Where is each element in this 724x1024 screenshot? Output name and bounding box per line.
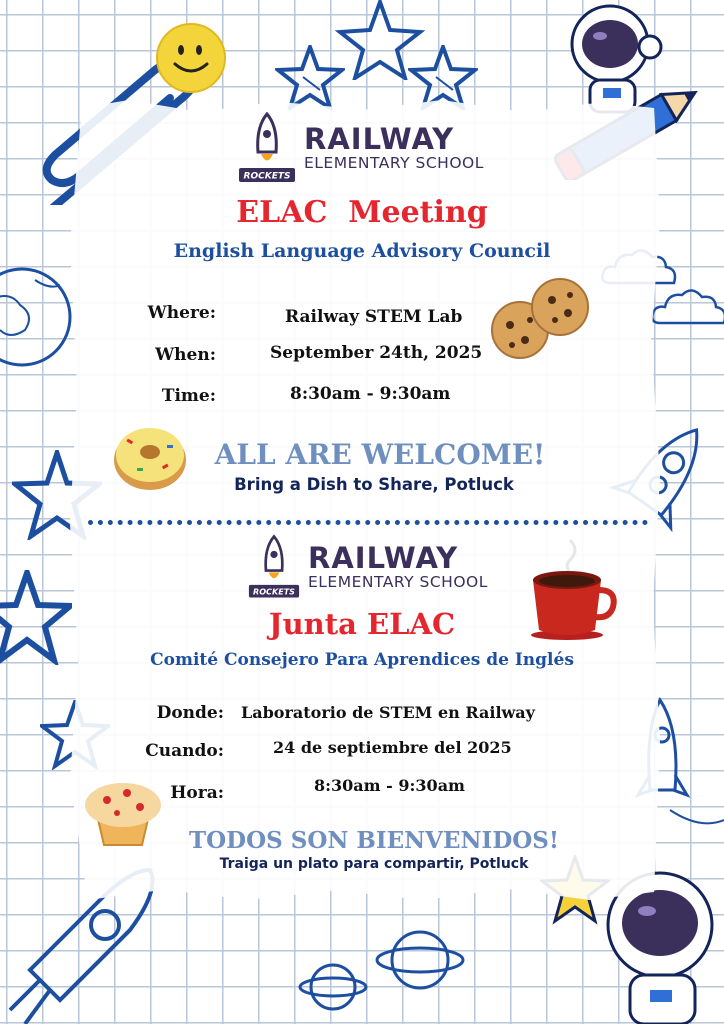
section-divider: [88, 520, 648, 525]
spanish-subtitle: Comité Consejero Para Aprendices de Inglés: [150, 650, 574, 670]
spanish-welcome: TODOS SON BIENVENIDOS!: [188, 827, 560, 854]
cookies-icon: [490, 275, 592, 365]
when-label: When:: [155, 345, 216, 365]
spanish-title: Junta ELAC: [268, 607, 456, 641]
school-subtitle: ELEMENTARY SCHOOL: [308, 573, 488, 591]
cuando-label: Cuando:: [145, 741, 224, 761]
where-label: Where:: [147, 303, 216, 323]
english-welcome: ALL ARE WELCOME!: [214, 438, 546, 471]
planet-icon: [298, 950, 368, 1024]
school-subtitle: ELEMENTARY SCHOOL: [304, 154, 484, 172]
school-logo: [238, 112, 484, 184]
when-value: September 24th, 2025: [270, 343, 483, 363]
school-logo: [248, 532, 488, 602]
smiley-icon: [155, 22, 227, 94]
rocket-logo-icon: [248, 532, 300, 602]
english-title: ELAC Meeting: [236, 195, 488, 230]
english-potluck: Bring a Dish to Share, Potluck: [234, 475, 514, 494]
donde-value: Laboratorio de STEM en Railway: [241, 703, 535, 722]
rocket-logo-icon: [238, 112, 296, 184]
planet-icon: [375, 915, 465, 1005]
time-label: Time:: [161, 386, 216, 406]
where-value: Railway STEM Lab: [285, 307, 463, 327]
logo-badge-text: ROCKETS: [243, 171, 291, 182]
hora-value: 8:30am - 9:30am: [314, 776, 465, 795]
logo-badge-text: ROCKETS: [253, 587, 295, 597]
cuando-value: 24 de septiembre del 2025: [273, 738, 512, 757]
time-value: 8:30am - 9:30am: [290, 384, 451, 404]
school-name: RAILWAY: [308, 541, 459, 575]
spanish-potluck: Traiga un plato para compartir, Potluck: [219, 856, 529, 872]
donde-label: Donde:: [156, 703, 224, 723]
school-name: RAILWAY: [304, 122, 455, 156]
globe-icon: [0, 260, 75, 375]
cloud-icon: [650, 285, 724, 330]
star-icon: [275, 45, 345, 110]
hora-label: Hora:: [170, 783, 224, 803]
english-subtitle: English Language Advisory Council: [173, 240, 551, 262]
